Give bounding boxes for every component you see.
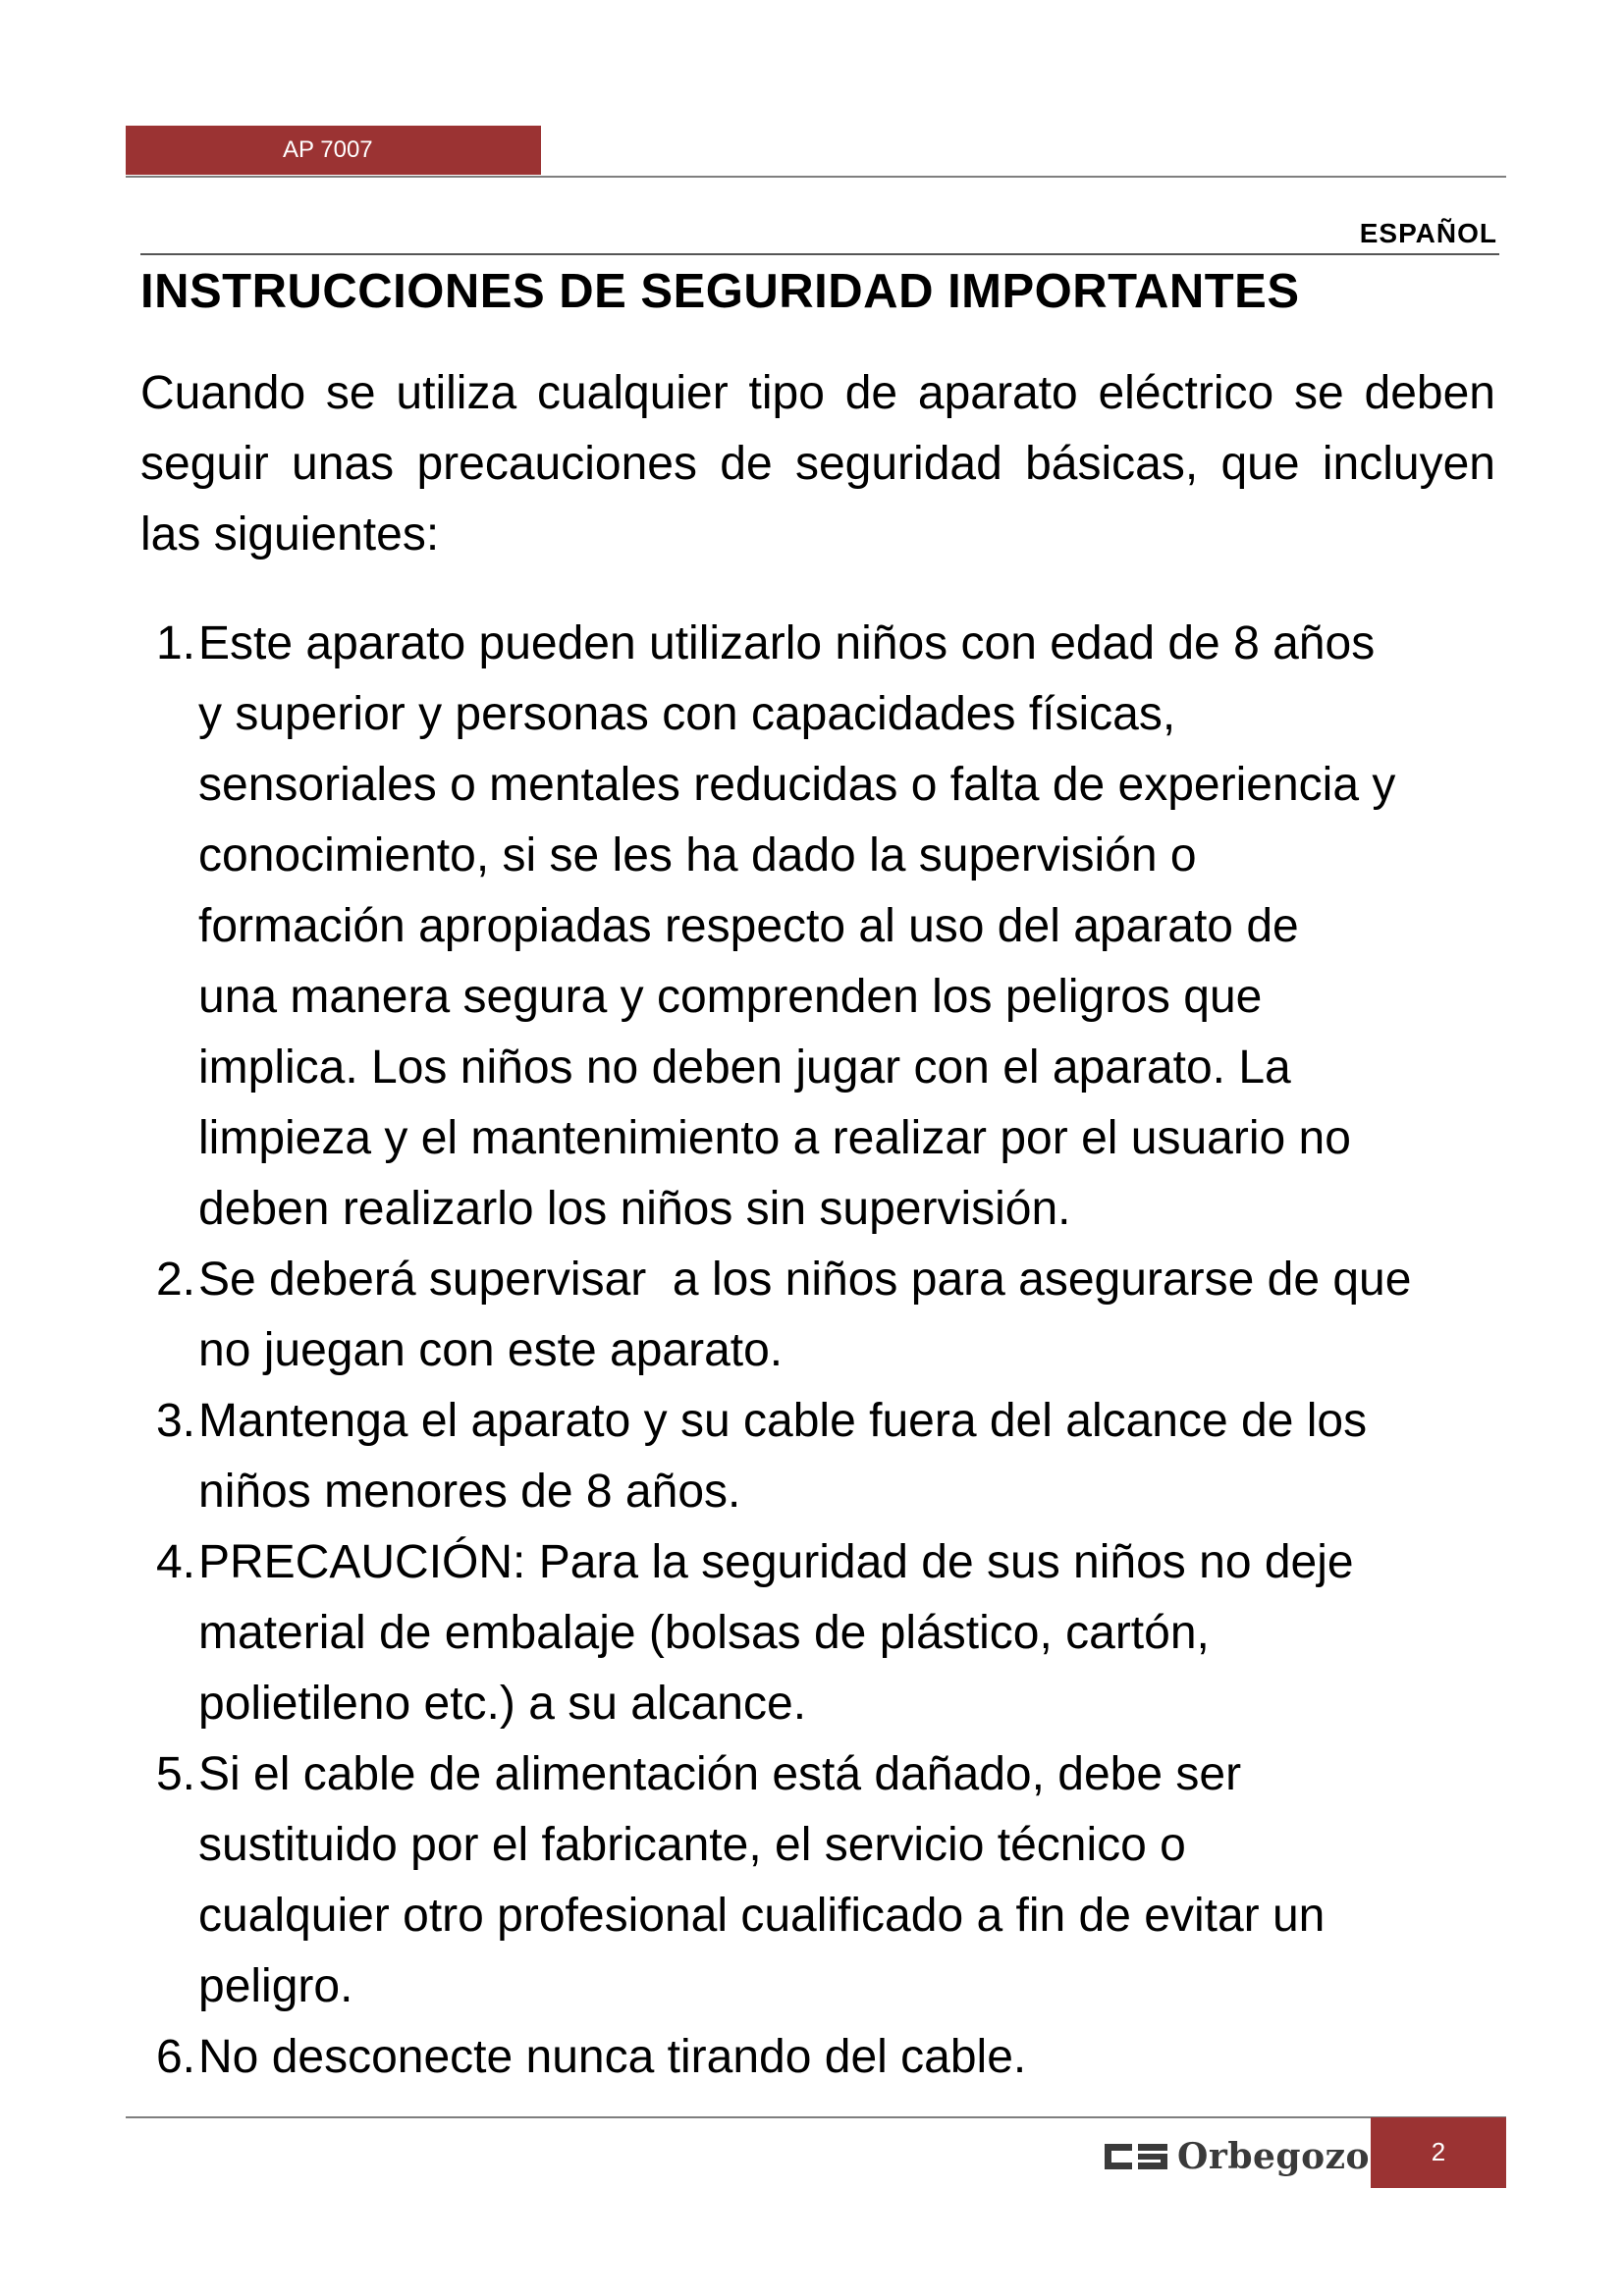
item-line: No desconecte nunca tirando del cable. [198, 2031, 1027, 2083]
item-number: 6. [155, 2031, 195, 2083]
item-line: limpieza y el mantenimiento a realizar por el usuario no [198, 1112, 1351, 1164]
list-item [140, 1245, 1515, 1386]
item-line: Este aparato pueden utilizarlo niños con edad de 8 años [198, 617, 1376, 669]
item-line: deben realizarlo los niños sin supervisión. [198, 1183, 1071, 1235]
item-line: y superior y personas con capacidades físicas, [198, 688, 1176, 740]
list-item [140, 609, 1515, 1245]
item-line: cualquier otro profesional cualificado a fin de evitar un [198, 1890, 1326, 1942]
brand-logo [1105, 2135, 1370, 2178]
intro-line: deben seguir unas precauciones de seguridad básicas, que [140, 367, 1495, 490]
item-text [195, 1245, 1514, 1386]
list-item [140, 2022, 1515, 2093]
item-line: una manera segura y comprenden los peligros que [198, 971, 1263, 1023]
item-line: formación apropiadas respecto al uso del aparato de [198, 900, 1299, 952]
item-number: 1. [155, 617, 195, 669]
item-line: no juegan con este aparato. [198, 1324, 784, 1376]
item-line: sustituido por el fabricante, el servicio técnico o [198, 1819, 1186, 1871]
item-line: material de embalaje (bolsas de plástico, cartón, [198, 1607, 1210, 1659]
item-number: 5. [155, 1748, 195, 1800]
item-text [195, 1386, 1514, 1527]
item-number: 2. [155, 1254, 195, 1306]
model-label: AP 7007 [283, 136, 373, 163]
item-number: 4. [155, 1536, 195, 1588]
intro-line: incluyen las siguientes: [140, 438, 1495, 561]
item-line: implica. Los niños no deben jugar con el aparato. La [198, 1041, 1291, 1094]
item-line: peligro. [198, 1960, 353, 2012]
safety-rules-list [140, 609, 1515, 2093]
language-divider [140, 253, 1499, 255]
intro-line: Cuando se utiliza cualquier tipo de aparato eléctrico se [140, 367, 1344, 419]
item-text [195, 1527, 1514, 1739]
language-label: ESPAÑOL [1359, 218, 1497, 248]
header-divider [126, 176, 1506, 178]
item-text [195, 2022, 1514, 2093]
item-line: PRECAUCIÓN: Para la seguridad de sus niños no deje [198, 1536, 1354, 1588]
list-item [140, 1739, 1515, 2022]
item-text [195, 1739, 1514, 2022]
item-text [195, 609, 1514, 1245]
page-number-box [1371, 2117, 1506, 2188]
item-line: conocimiento, si se les ha dado la supervisión o [198, 829, 1197, 881]
item-number: 3. [155, 1395, 195, 1447]
item-line: Si el cable de alimentación está dañado, debe ser [198, 1748, 1242, 1800]
item-line: Mantenga el aparato y su cable fuera del alcance de los [198, 1395, 1368, 1447]
item-line: sensoriales o mentales reducidas o falta de experiencia y [198, 759, 1396, 811]
brand-mark-icon [1105, 2142, 1167, 2171]
intro-paragraph [140, 358, 1495, 570]
item-line: polietileno etc.) a su alcance. [198, 1678, 807, 1730]
page-title: INSTRUCCIONES DE SEGURIDAD IMPORTANTES [140, 265, 1300, 318]
model-tab [126, 126, 541, 175]
brand-name: Orbegozo [1177, 2136, 1371, 2177]
list-item [140, 1386, 1515, 1527]
item-line: Se deberá supervisar a los niños para asegurarse de que [198, 1254, 1412, 1306]
page-number: 2 [1431, 2137, 1446, 2166]
item-line: niños menores de 8 años. [198, 1466, 741, 1518]
footer-divider [126, 2116, 1506, 2118]
list-item [140, 1527, 1515, 1739]
